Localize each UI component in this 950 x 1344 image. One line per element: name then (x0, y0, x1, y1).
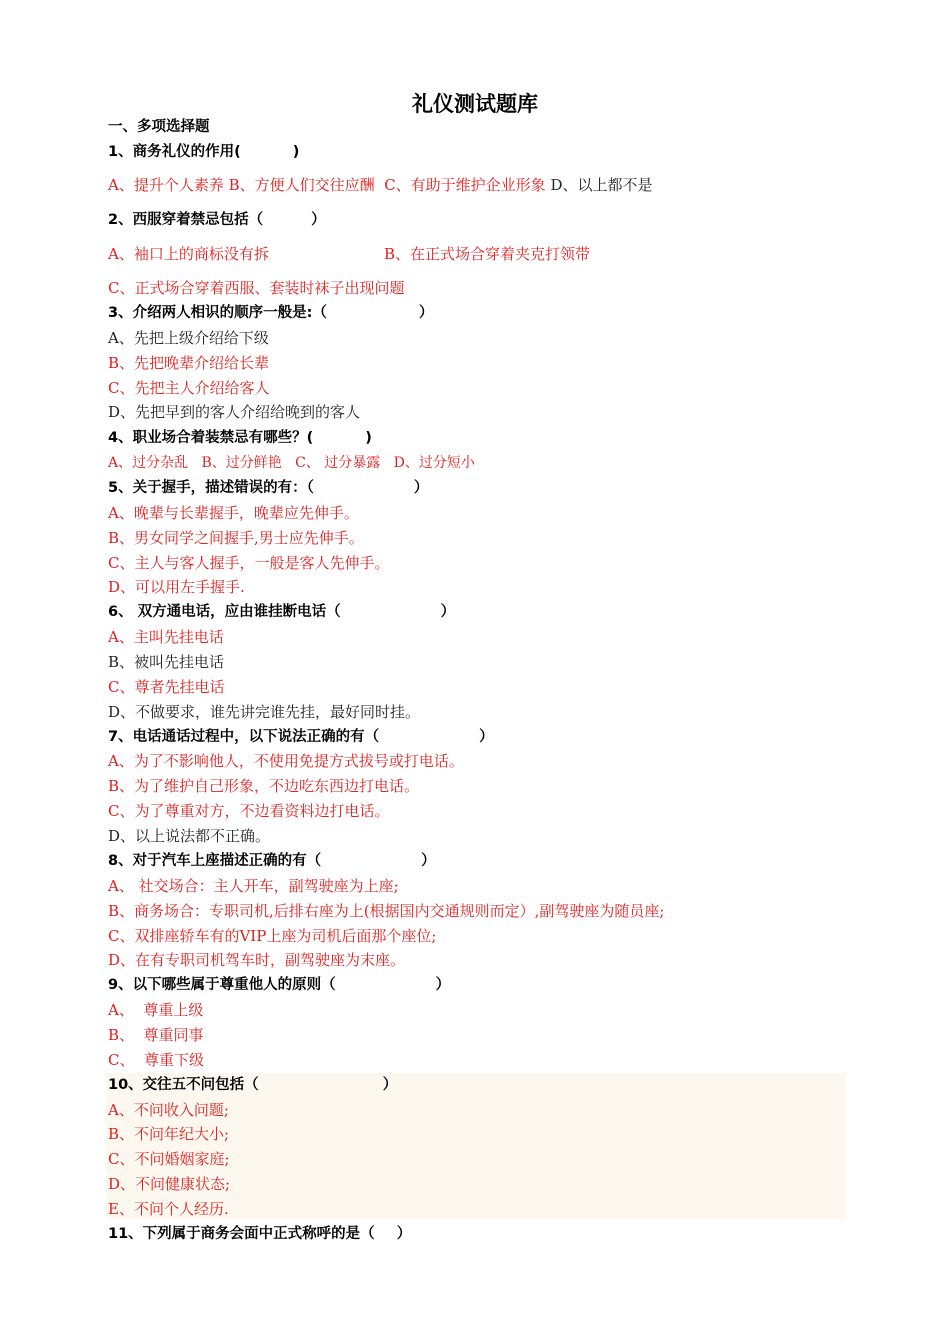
option: A、不问收入问题; (108, 1101, 229, 1119)
option: A、 尊重上级 (108, 1001, 204, 1019)
option: B、男女同学之间握手,男士应先伸手。 (108, 529, 364, 547)
option: D、在有专职司机驾车时，副驾驶座为末座。 (108, 951, 406, 969)
question-stem: 10、交往五不问包括（ (108, 1077, 259, 1093)
question-close: ） (418, 305, 434, 321)
question-5 (108, 477, 428, 499)
option: B、商务场合：专职司机,后排右座为上(根据国内交通规则而定）,副驾驶座为随员座; (108, 902, 665, 920)
q1-options (108, 174, 653, 196)
option: D、不做要求，谁先讲完谁先挂，最好同时挂。 (108, 703, 421, 721)
question-stem: 5、关于握手，描述错误的有：（ (108, 480, 314, 496)
option: D、可以用左手握手. (108, 578, 245, 596)
option: C、先把主人介绍给客人 (108, 379, 270, 397)
question-close: ） (396, 1226, 412, 1242)
question-stem: 6、 双方通电话，应由谁挂断电话（ (108, 604, 341, 620)
option: C、 过分暴露 (295, 455, 381, 471)
question-close: ） (413, 480, 429, 496)
option: B、过分鲜艳 (201, 455, 282, 471)
question-1 (108, 141, 299, 163)
question-stem: 8、对于汽车上座描述正确的有（ (108, 853, 322, 869)
option: A、过分杂乱 (108, 455, 189, 471)
question-4 (108, 427, 372, 449)
option: B、方便人们交往应酬 (228, 176, 375, 194)
section-heading: 一、多项选择题 (108, 119, 210, 135)
option: C、有助于维护企业形象 (384, 176, 546, 194)
question-8 (108, 850, 436, 872)
option: B、不问年纪大小; (108, 1125, 230, 1143)
option: D、不问健康状态; (108, 1175, 231, 1193)
question-11 (108, 1223, 411, 1245)
option: E、不问个人经历. (108, 1200, 229, 1218)
question-9 (108, 974, 450, 996)
option: B、被叫先挂电话 (108, 653, 225, 671)
option: B、在正式场合穿着夹克打领带 (384, 245, 591, 263)
question-3 (108, 302, 433, 324)
question-close: ) (292, 144, 300, 160)
question-close: ） (421, 853, 436, 869)
option: A、 社交场合：主人开车，副驾驶座为上座; (108, 877, 399, 895)
question-close: ） (479, 729, 494, 745)
question-stem: 2、西服穿着禁忌包括（ (108, 212, 264, 228)
option: C、主人与客人握手，一般是客人先伸手。 (108, 554, 390, 572)
option: A、为了不影响他人，不使用免提方式拔号或打电话。 (108, 752, 464, 770)
option: C、双排座轿车有的VIP上座为司机后面那个座位; (108, 927, 437, 945)
question-stem: 1、商务礼仪的作用( (108, 144, 241, 160)
question-7 (108, 726, 494, 748)
question-close: ) (365, 430, 372, 446)
question-close: ） (382, 1077, 398, 1093)
page-title: 礼仪测试题库 (412, 92, 538, 116)
option: C、 尊重下级 (108, 1051, 205, 1069)
option: B、 尊重同事 (108, 1026, 204, 1044)
option: C、尊者先挂电话 (108, 678, 225, 696)
question-close: ） (435, 977, 451, 993)
option: D、先把早到的客人介绍给晚到的客人 (108, 403, 361, 421)
q4-options (108, 452, 475, 474)
question-6 (108, 601, 455, 623)
question-stem: 3、介绍两人相识的顺序一般是:（ (108, 305, 327, 321)
option: A、袖口上的商标没有拆 (108, 245, 269, 263)
option: C、为了尊重对方，不边看资料边打电话。 (108, 802, 390, 820)
option: B、先把晚辈介绍给长辈 (108, 354, 270, 372)
question-stem: 4、职业场合着装禁忌有哪些？( (108, 430, 314, 446)
option: D、以上说法都不正确。 (108, 827, 271, 845)
question-2 (108, 209, 326, 231)
option: A、提升个人素养 (108, 176, 224, 194)
question-stem: 9、以下哪些属于尊重他人的原则（ (108, 977, 336, 993)
option: D、以上都不是 (550, 176, 653, 194)
question-stem: 11、下列属于商务会面中正式称呼的是（ (108, 1226, 375, 1242)
question-close: ） (311, 212, 326, 228)
option: C、不问婚姻家庭; (108, 1150, 230, 1168)
option: D、过分短小 (393, 455, 475, 471)
option: A、晚辈与长辈握手，晚辈应先伸手。 (108, 504, 359, 522)
option: C、正式场合穿着西服、套装时袜子出现问题 (108, 279, 405, 297)
option: B、为了维护自己形象，不边吃东西边打电话。 (108, 777, 420, 795)
option: A、主叫先挂电话 (108, 628, 224, 646)
question-10 (108, 1074, 397, 1096)
question-close: ） (440, 604, 456, 620)
question-stem: 7、电话通话过程中，以下说法正确的有（ (108, 729, 380, 745)
option: A、先把上级介绍给下级 (108, 329, 269, 347)
